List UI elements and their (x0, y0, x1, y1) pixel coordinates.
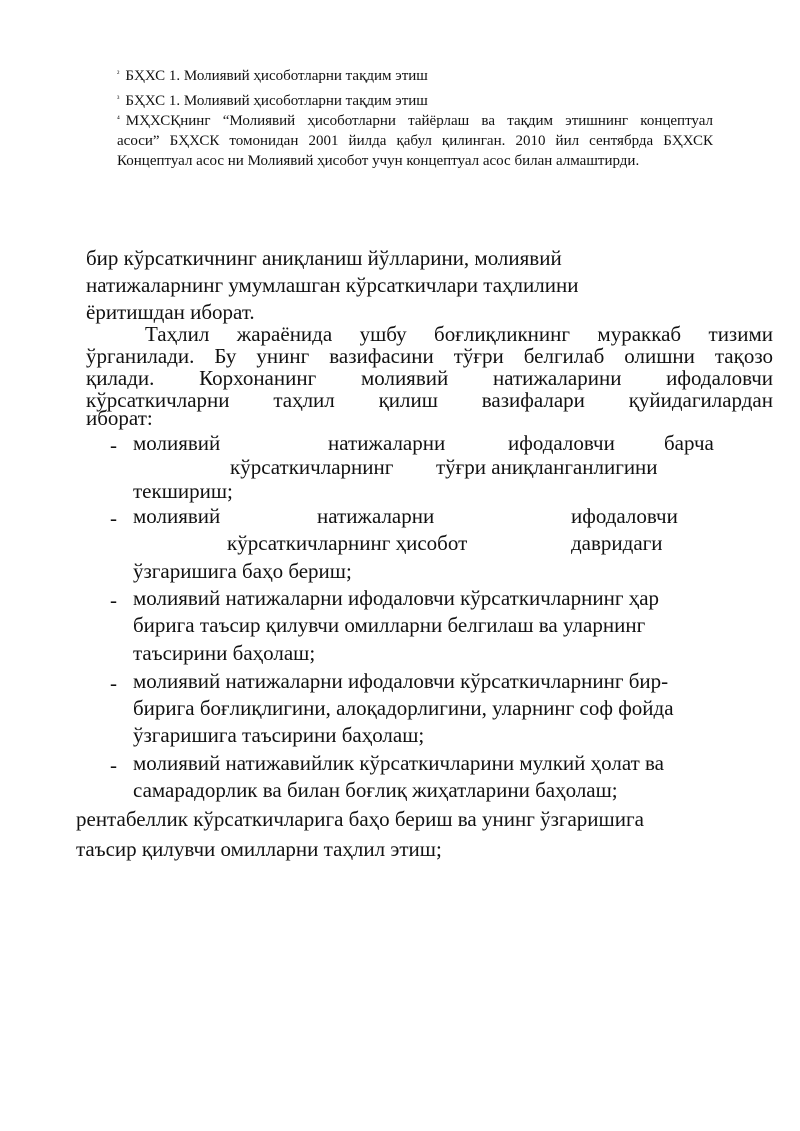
body-line: ёритишдан иборат. (86, 300, 255, 324)
list-dash: - (110, 753, 117, 777)
footnote-marker: ² (117, 69, 120, 78)
list-dash: - (110, 506, 117, 530)
list-line: таъсирини баҳолаш; (133, 641, 316, 665)
list-word: ўзгаришига баҳо бериш; (133, 559, 352, 583)
list-line: молиявий натижавийлик кўрсаткичларини мулкий ҳолат ва (133, 751, 664, 775)
paragraph-line: кўрсаткичларни таҳлил қилиш вазифалари қуйидагилардан (86, 388, 773, 412)
list-word: ифодаловчи (508, 431, 615, 455)
footnote-marker: ⁴ (117, 114, 120, 123)
list-word: молиявий (133, 431, 221, 455)
footnote-3 (117, 91, 717, 111)
list-word: барча (664, 431, 714, 455)
footnote-text-line-2: асоси” БҲХСК томонидан 2001 йилда қабул қилинган. 2010 йил сентябрда БҲХСК (117, 133, 713, 149)
body-line: таъсир қилувчи омилларни таҳлил этиш; (76, 837, 442, 861)
list-word: натижаларни (317, 504, 435, 528)
list-dash: - (110, 671, 117, 695)
paragraph-line: қилади. Корхонанинг молиявий натижаларини ифодаловчи (86, 366, 773, 390)
footnote-text: БҲХС 1. Молиявий ҳисоботларни тақдим этиш (125, 68, 428, 84)
list-dash: - (110, 588, 117, 612)
list-line: молиявий натижаларни ифодаловчи кўрсаткичларнинг ҳар (133, 586, 660, 610)
list-line: бирига боғлиқлигини, алоқадорлигини, уларнинг соф фойда (133, 696, 674, 720)
list-dash: - (110, 433, 117, 457)
footnote-text-line-3: Концептуал асос ни Молиявий ҳисобот учун концептуал асос билан алмаштирди. (117, 153, 640, 169)
footnote-text-line-1: МҲХСҚнинг “Молиявий ҳисоботларни тайёрлаш ва тақдим этишнинг концептуал (125, 113, 713, 129)
list-word: кўрсаткичларнинг ҳисобот (227, 531, 468, 555)
list-line: самарадорлик ва билан боғлиқ жиҳатларини баҳолаш; (133, 778, 618, 802)
list-word: натижаларни (328, 431, 446, 455)
list-word: давридаги (571, 531, 663, 555)
list-line: молиявий натижаларни ифодаловчи кўрсаткичларнинг бир- (133, 669, 669, 693)
list-word: кўрсаткичларнинг (230, 455, 394, 479)
body-line: рентабеллик кўрсаткичларига баҳо бериш ва унинг ўзгаришига (76, 807, 644, 831)
body-line: бир кўрсаткичнинг аниқланиш йўлларини, молиявий (86, 246, 562, 270)
list-line: ўзгаришига таъсирини баҳолаш; (133, 723, 425, 747)
paragraph-line: ўрганилади. Бу унинг вазифасини тўғри белгилаб олишни тақозо (86, 344, 773, 368)
footnote-2 (117, 66, 717, 86)
list-word: ифодаловчи (571, 504, 678, 528)
footnote-marker: ³ (117, 94, 120, 103)
footnote-text: БҲХС 1. Молиявий ҳисоботларни тақдим этиш (125, 93, 428, 109)
list-word: тўғри аниқланганлигини (436, 455, 658, 479)
list-word: молиявий (133, 504, 221, 528)
body-line: натижаларнинг умумлашган кўрсаткичлари таҳлилини (86, 273, 579, 297)
paragraph-line: иборат: (86, 406, 153, 430)
list-line: бирига таъсир қилувчи омилларни белгилаш ва уларнинг (133, 613, 646, 637)
list-word: текшириш; (133, 479, 233, 503)
paragraph-line: Таҳлил жараёнида ушбу боғлиқликнинг мураккаб тизими (145, 322, 773, 346)
footnote-4 (117, 111, 713, 171)
